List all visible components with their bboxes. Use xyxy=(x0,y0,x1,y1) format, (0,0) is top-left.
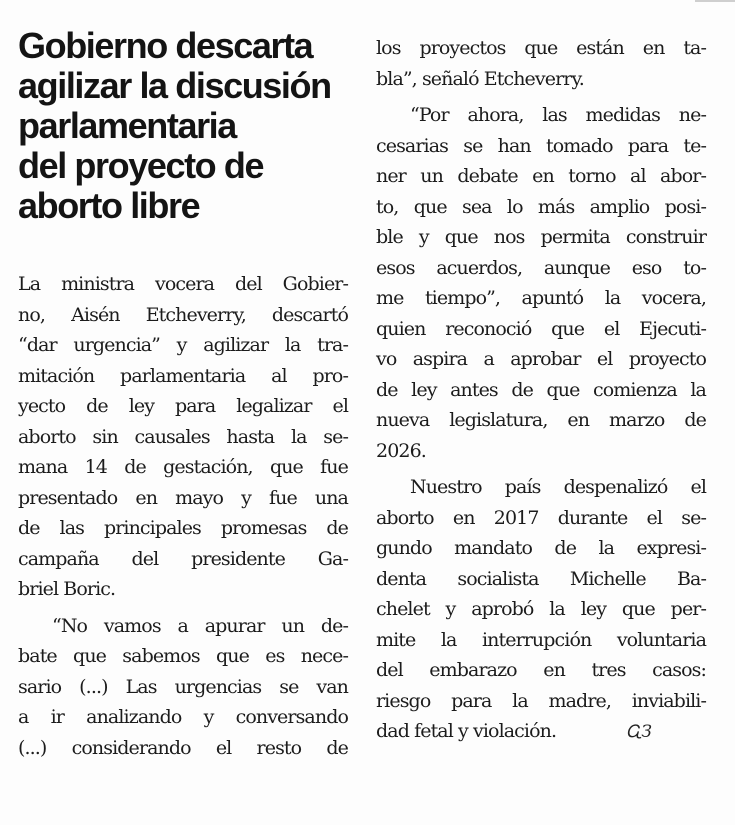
text-line: mite la interrupción voluntaria xyxy=(376,628,706,651)
text-line: aborto en 2017 durante el se- xyxy=(376,506,706,529)
text-line: bate que sabemos que es nece- xyxy=(18,645,348,667)
text-line: me tiempo”, apuntó la vocera, xyxy=(376,287,706,309)
text-line: 2026. xyxy=(376,439,426,462)
headline-line: agilizar la discusión xyxy=(18,65,331,106)
text-line: “dar urgencia” y agilizar la tra- xyxy=(18,334,348,356)
text-line: los proyectos que están en ta- xyxy=(376,37,706,59)
text-line: (...) considerando el resto de xyxy=(18,736,348,759)
text-line: mitación parlamentaria al pro- xyxy=(18,364,348,387)
text-line: denta socialista Michelle Ba- xyxy=(376,567,706,590)
text-line: briel Boric. xyxy=(18,578,116,600)
end-of-article-mark: ᏩЗ xyxy=(626,722,651,742)
text-line: ner un debate en torno al abor- xyxy=(376,165,706,187)
text-line: Nuestro país despenalizó el xyxy=(410,476,706,498)
paragraph-2 xyxy=(18,611,348,764)
text-line: campaña del presidente Ga- xyxy=(18,547,348,570)
paragraph-3 xyxy=(376,100,706,466)
headline-line: aborto libre xyxy=(18,185,200,226)
text-line: chelet y aprobó la ley que per- xyxy=(376,598,706,620)
text-line: esos acuerdos, aunque eso to- xyxy=(376,256,706,279)
text-line: sario (...) Las urgencias se van xyxy=(18,675,348,698)
text-line: del embarazo en tres casos: xyxy=(376,659,706,681)
text-line: “No vamos a apurar un de- xyxy=(52,614,348,637)
text-line: bla”, señaló Etcheverry. xyxy=(376,67,584,90)
headline-line: del proyecto de xyxy=(18,145,264,186)
text-line: nueva legislatura, en marzo de xyxy=(376,409,706,431)
text-line: ble y que nos permita construir xyxy=(376,226,706,248)
text-line: no, Aisén Etcheverry, descartó xyxy=(18,303,348,326)
headline-line: Gobierno descarta xyxy=(18,25,313,66)
text-line: to, que sea lo más amplio posi- xyxy=(376,195,706,218)
text-line: mana 14 de gestación, que fue xyxy=(18,456,348,478)
headline xyxy=(18,26,348,226)
text-line xyxy=(376,716,706,748)
text-line: gundo mandato de la expresi- xyxy=(376,537,706,559)
text-line: cesarias se han tomado para te- xyxy=(376,134,706,157)
text-line: a ir analizando y conversando xyxy=(18,706,348,728)
paragraph-1 xyxy=(18,269,348,605)
text-line: de ley antes de que comienza la xyxy=(376,378,706,401)
text-line: yecto de ley para legalizar el xyxy=(18,395,348,417)
text-line: vo aspira a aprobar el proyecto xyxy=(376,348,706,370)
text-line: riesgo para la madre, inviabili- xyxy=(376,689,706,712)
paragraph-4 xyxy=(376,472,706,748)
text-line: presentado en mayo y fue una xyxy=(18,486,348,509)
headline-line: parlamentaria xyxy=(18,105,236,146)
text-line: La ministra vocera del Gobier- xyxy=(18,273,348,295)
paragraph-2-continued xyxy=(376,33,706,94)
text-line: aborto sin causales hasta la se- xyxy=(18,425,348,448)
article-body-right xyxy=(376,33,706,748)
text-line: quien reconoció que el Ejecuti- xyxy=(376,317,706,340)
text-line: “Por ahora, las medidas ne- xyxy=(410,104,706,126)
text-line-content: dad fetal y violación. xyxy=(376,720,557,742)
article-body-left xyxy=(18,269,348,763)
text-line: de las principales promesas de xyxy=(18,517,348,539)
top-rule xyxy=(695,0,735,2)
